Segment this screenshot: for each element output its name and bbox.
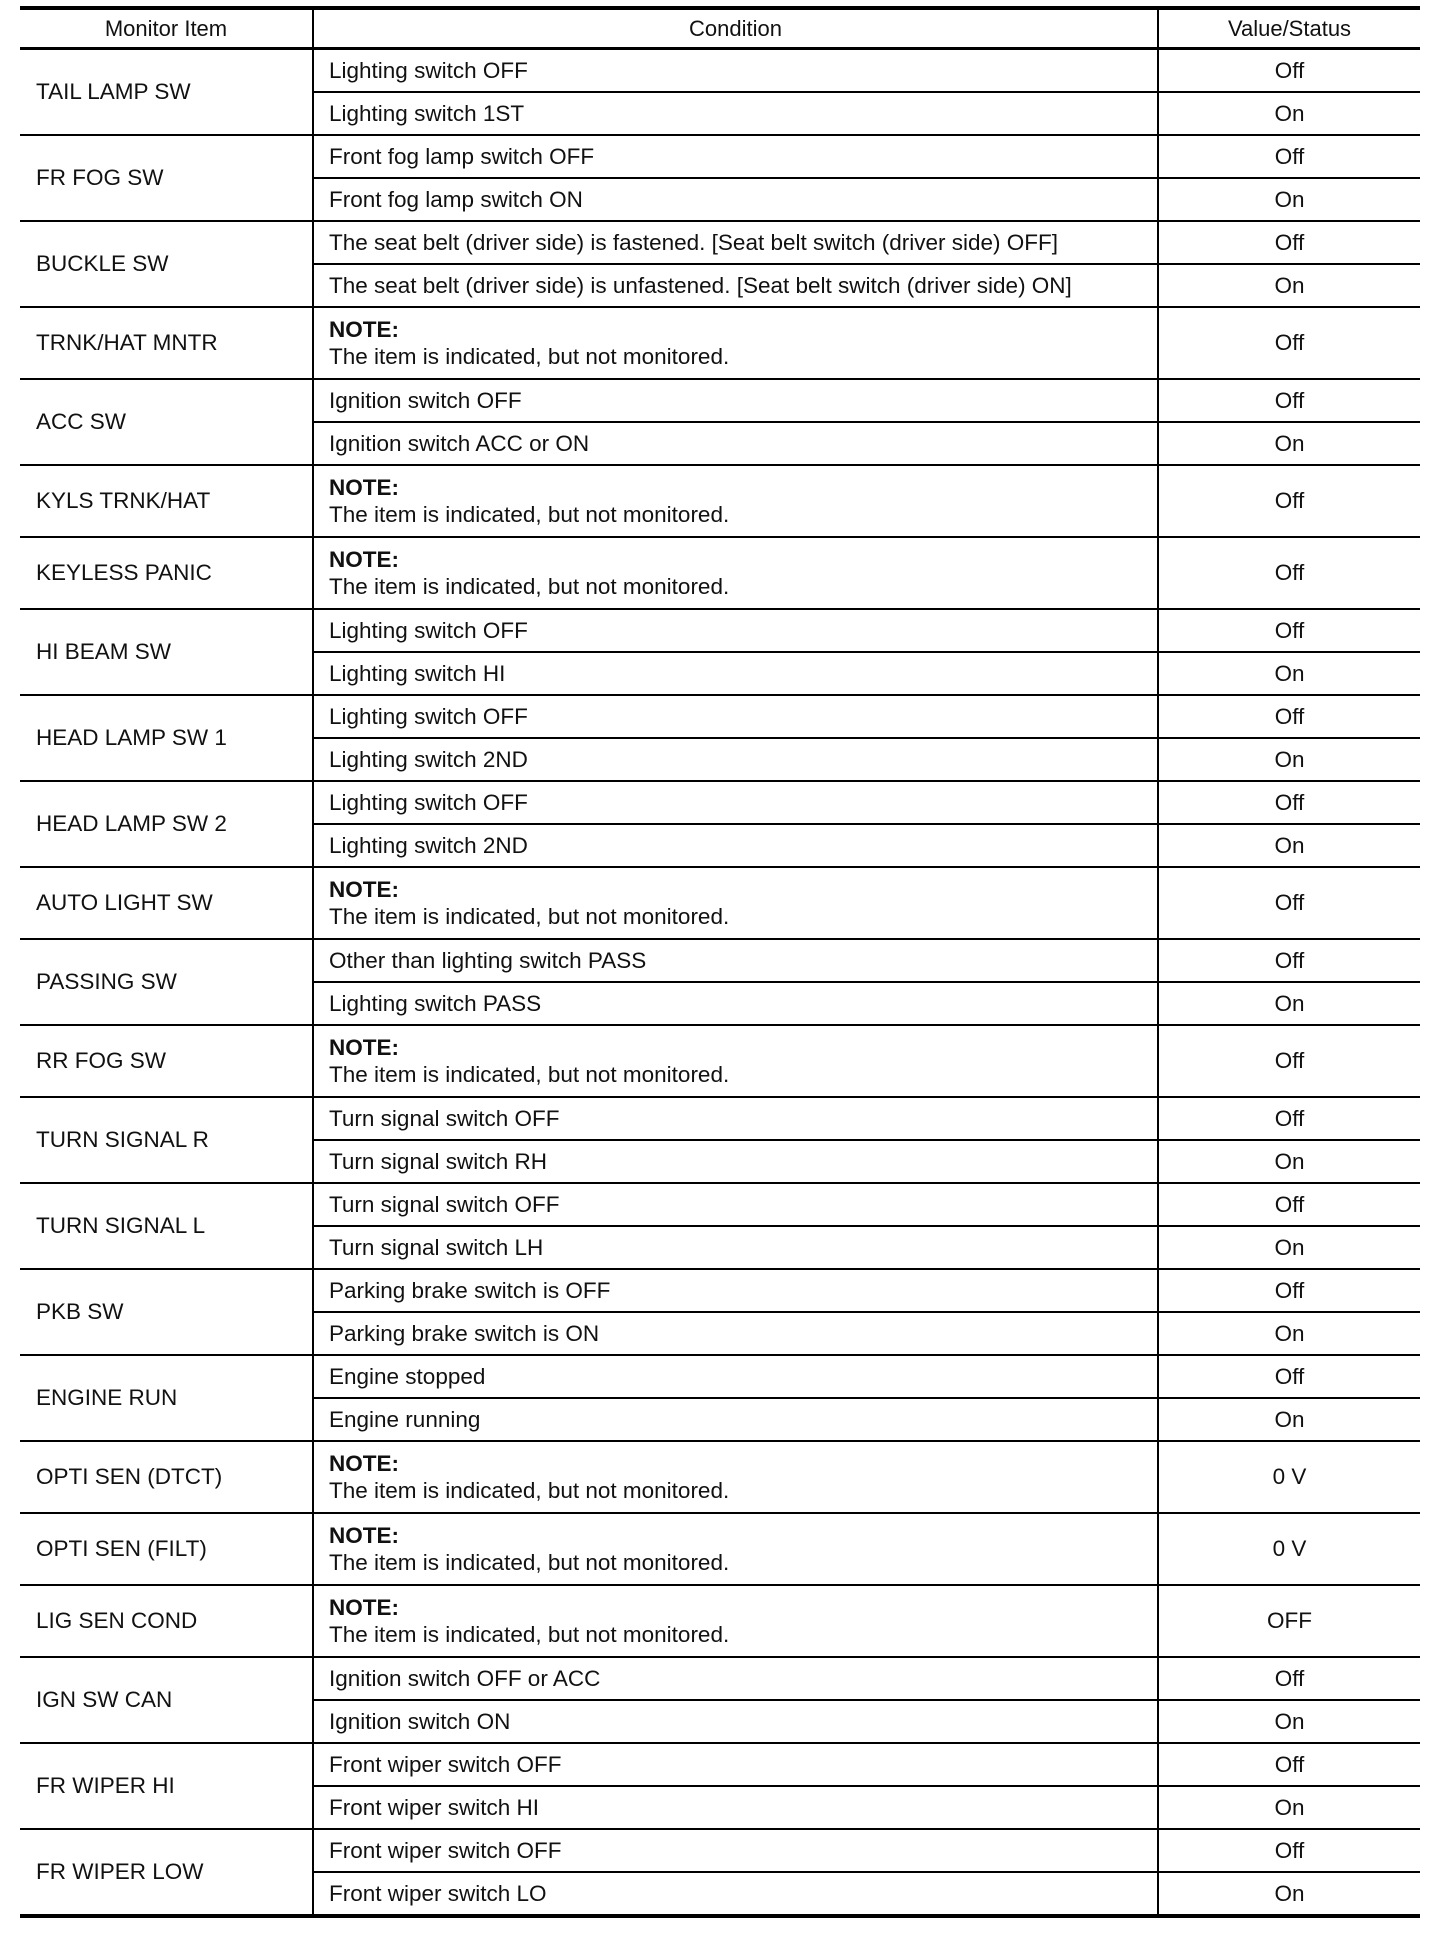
condition-note-cell [313, 1585, 1158, 1657]
value-status: Off [1158, 379, 1420, 422]
condition-text: Engine stopped [313, 1355, 1158, 1398]
monitor-item-name: FR FOG SW [20, 135, 313, 221]
monitor-item-name: TAIL LAMP SW [36, 79, 191, 104]
condition-text: Lighting switch 1ST [313, 92, 1158, 135]
value-status: Off [1158, 1097, 1420, 1140]
condition-text: Turn signal switch OFF [313, 1097, 1158, 1140]
value-status: On [1158, 1140, 1420, 1183]
monitor-item-name: LIG SEN COND [20, 1585, 313, 1657]
monitor-item-name: ENGINE RUN [20, 1355, 313, 1441]
condition-text: Ignition switch OFF or ACC [313, 1657, 1158, 1700]
condition-note-cell [313, 537, 1158, 609]
table-row [20, 1743, 1420, 1786]
condition-text: Front wiper switch OFF [313, 1829, 1158, 1872]
value-status: On [1158, 1700, 1420, 1743]
condition-text: Lighting switch OFF [313, 695, 1158, 738]
condition-text: Other than lighting switch PASS [313, 939, 1158, 982]
monitor-item-table [20, 10, 1420, 1914]
header-monitor-item: Monitor Item [20, 10, 313, 49]
condition-text: Turn signal switch LH [313, 1226, 1158, 1269]
value-status: On [1158, 1398, 1420, 1441]
note-text: The item is indicated, but not monitored. [329, 1478, 730, 1503]
condition-note-cell [313, 1441, 1158, 1513]
value-status: On [1158, 178, 1420, 221]
value-status: Off [1158, 221, 1420, 264]
table-body [20, 49, 1420, 1915]
condition-text: The seat belt (driver side) is fastened. [Seat belt switch (driver side) OFF] [313, 221, 1158, 264]
table-row [20, 1097, 1420, 1140]
table-row [20, 1829, 1420, 1872]
header-value-status: Value/Status [1158, 10, 1420, 49]
condition-text: Ignition switch ACC or ON [313, 422, 1158, 465]
note-text: The item is indicated, but not monitored. [329, 1622, 730, 1647]
value-status: Off [1158, 1829, 1420, 1872]
condition-text: Parking brake switch is OFF [313, 1269, 1158, 1312]
monitor-item-name: OPTI SEN (FILT) [20, 1513, 313, 1585]
note-label: NOTE: [329, 1595, 399, 1620]
monitor-item-name: TURN SIGNAL L [20, 1183, 313, 1269]
note-label: NOTE: [329, 475, 399, 500]
value-status: Off [1158, 307, 1420, 379]
value-status: On [1158, 982, 1420, 1025]
condition-text: Lighting switch OFF [313, 49, 1158, 93]
value-status: Off [1158, 465, 1420, 537]
monitor-item-name: BUCKLE SW [20, 221, 313, 307]
condition-note-cell [313, 1025, 1158, 1097]
table-row [20, 1657, 1420, 1700]
value-status: Off [1158, 1269, 1420, 1312]
note-text: The item is indicated, but not monitored. [329, 904, 730, 929]
condition-text: Lighting switch HI [313, 652, 1158, 695]
monitor-item-name: TRNK/HAT MNTR [20, 307, 313, 379]
monitor-item-name: HEAD LAMP SW 1 [20, 695, 313, 781]
value-status: Off [1158, 1743, 1420, 1786]
table-row [20, 1441, 1420, 1513]
header-condition: Condition [313, 10, 1158, 49]
condition-text: Front wiper switch HI [313, 1786, 1158, 1829]
monitor-item-name: RR FOG SW [20, 1025, 313, 1097]
header-row [20, 10, 1420, 49]
table-row [20, 867, 1420, 939]
table-row [20, 307, 1420, 379]
table-row [20, 695, 1420, 738]
condition-text: Engine running [313, 1398, 1158, 1441]
condition-text: Ignition switch OFF [313, 379, 1158, 422]
note-label: NOTE: [329, 547, 399, 572]
value-status: Off [1158, 1355, 1420, 1398]
value-status: 0 V [1158, 1441, 1420, 1513]
value-status: Off [1158, 939, 1420, 982]
note-label: NOTE: [329, 1523, 399, 1548]
condition-text: Lighting switch 2ND [313, 824, 1158, 867]
monitor-item-table-container [20, 6, 1420, 1918]
table-row [20, 1355, 1420, 1398]
table-row [20, 609, 1420, 652]
value-status: Off [1158, 49, 1420, 93]
value-status: On [1158, 1786, 1420, 1829]
table-row [20, 1513, 1420, 1585]
note-text: The item is indicated, but not monitored. [329, 1550, 730, 1575]
condition-text: The seat belt (driver side) is unfastened. [Seat belt switch (driver side) ON] [313, 264, 1158, 307]
condition-text: Front fog lamp switch OFF [313, 135, 1158, 178]
value-status: Off [1158, 867, 1420, 939]
value-status: Off [1158, 695, 1420, 738]
condition-text: Lighting switch PASS [313, 982, 1158, 1025]
note-label: NOTE: [329, 317, 399, 342]
monitor-item-name: PASSING SW [20, 939, 313, 1025]
value-status: On [1158, 738, 1420, 781]
value-status: Off [1158, 1025, 1420, 1097]
condition-text: Front fog lamp switch ON [313, 178, 1158, 221]
value-status: On [1158, 652, 1420, 695]
condition-text: Front wiper switch OFF [313, 1743, 1158, 1786]
condition-text: Lighting switch OFF [313, 781, 1158, 824]
table-row [20, 379, 1420, 422]
monitor-item-name: HI BEAM SW [20, 609, 313, 695]
table-row [20, 1183, 1420, 1226]
table-row [20, 1025, 1420, 1097]
table-row [20, 537, 1420, 609]
monitor-item-name: KYLS TRNK/HAT [20, 465, 313, 537]
value-status: On [1158, 1872, 1420, 1914]
condition-text: Ignition switch ON [313, 1700, 1158, 1743]
value-status: On [1158, 824, 1420, 867]
condition-note-cell [313, 1513, 1158, 1585]
value-status: Off [1158, 609, 1420, 652]
table-row [20, 221, 1420, 264]
value-status: On [1158, 422, 1420, 465]
table-row [20, 49, 1420, 93]
note-text: The item is indicated, but not monitored. [329, 1062, 730, 1087]
monitor-item-name: KEYLESS PANIC [20, 537, 313, 609]
note-text: The item is indicated, but not monitored. [329, 574, 730, 599]
value-status: OFF [1158, 1585, 1420, 1657]
note-label: NOTE: [329, 877, 399, 902]
note-text: The item is indicated, but not monitored. [329, 344, 730, 369]
value-status: On [1158, 264, 1420, 307]
condition-text: Lighting switch OFF [313, 609, 1158, 652]
table-row [20, 135, 1420, 178]
monitor-item-name: AUTO LIGHT SW [20, 867, 313, 939]
note-text: The item is indicated, but not monitored. [329, 502, 730, 527]
value-status: 0 V [1158, 1513, 1420, 1585]
table-row [20, 465, 1420, 537]
monitor-item-name: HEAD LAMP SW 2 [20, 781, 313, 867]
note-label: NOTE: [329, 1035, 399, 1060]
value-status: Off [1158, 1657, 1420, 1700]
note-label: NOTE: [329, 1451, 399, 1476]
value-status: On [1158, 1226, 1420, 1269]
monitor-item-name: FR WIPER HI [20, 1743, 313, 1829]
value-status: Off [1158, 537, 1420, 609]
monitor-item-name: FR WIPER LOW [20, 1829, 313, 1914]
monitor-item-name: TURN SIGNAL R [20, 1097, 313, 1183]
value-status: On [1158, 1312, 1420, 1355]
condition-text: Parking brake switch is ON [313, 1312, 1158, 1355]
value-status: Off [1158, 781, 1420, 824]
value-status: Off [1158, 1183, 1420, 1226]
condition-text: Turn signal switch RH [313, 1140, 1158, 1183]
condition-note-cell [313, 465, 1158, 537]
condition-text: Lighting switch 2ND [313, 738, 1158, 781]
condition-note-cell [313, 307, 1158, 379]
value-status: Off [1158, 135, 1420, 178]
condition-note-cell [313, 867, 1158, 939]
table-row [20, 781, 1420, 824]
monitor-item-name: OPTI SEN (DTCT) [20, 1441, 313, 1513]
condition-text: Turn signal switch OFF [313, 1183, 1158, 1226]
value-status: On [1158, 92, 1420, 135]
table-row [20, 1269, 1420, 1312]
monitor-item-name: IGN SW CAN [20, 1657, 313, 1743]
table-row [20, 1585, 1420, 1657]
monitor-item-name: PKB SW [20, 1269, 313, 1355]
condition-text: Front wiper switch LO [313, 1872, 1158, 1914]
monitor-item-name: ACC SW [20, 379, 313, 465]
table-row [20, 939, 1420, 982]
